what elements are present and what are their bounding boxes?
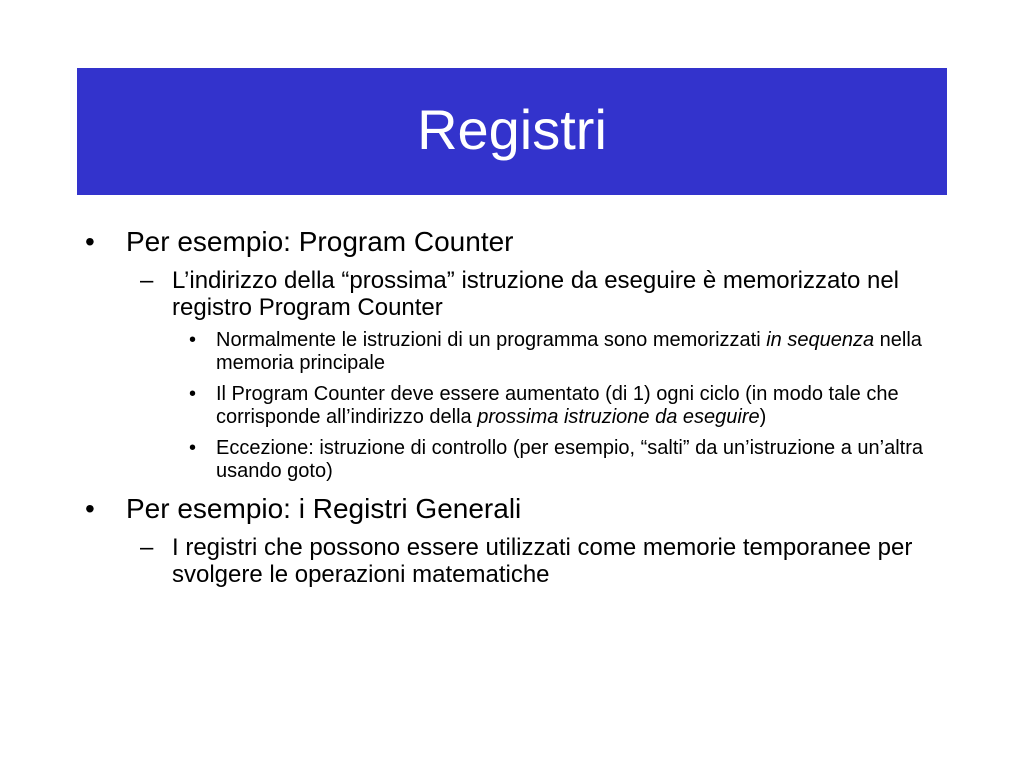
title-bar (77, 68, 947, 195)
bullet-marker: • (189, 437, 197, 459)
bullet-text: Per esempio: Program Counter (126, 226, 514, 257)
bullet-marker: • (189, 383, 197, 405)
dash-marker: – (140, 534, 154, 561)
text-part: Eccezione: istruzione di controllo (per esempio, “salti” da un’istruzione a un’altra usando goto) (216, 437, 924, 482)
bullet-marker: • (85, 493, 95, 524)
text-part: Il Program Counter deve essere aumentato (di 1) ogni ciclo (in modo tale che corrisponde all’indirizzo della (216, 383, 899, 428)
sub-bullet-indirizzo (85, 267, 945, 321)
text-part: nella memoria principale (216, 329, 922, 374)
italic-text: in sequenza (766, 329, 875, 351)
slide-title: Registri (417, 97, 607, 161)
sub-sub-bullet-eccezione (85, 437, 945, 483)
italic-text: prossima istruzione da eseguire (477, 406, 760, 428)
sub-bullet-registri (85, 534, 945, 588)
bullet-marker: • (189, 329, 197, 351)
bullet-marker: • (85, 226, 95, 257)
sub-bullet-text: L’indirizzo della “prossima” istruzione da eseguire è memorizzato nel registro Program Counter (172, 267, 899, 321)
dash-marker: – (140, 267, 154, 294)
sub-sub-bullet-aumentato (85, 383, 945, 429)
text-part: Normalmente le istruzioni di un programma sono memorizzati (216, 329, 767, 351)
bullet-registri-generali (85, 493, 945, 525)
slide-content (85, 226, 945, 588)
sub-sub-bullet-sequenza (85, 329, 945, 375)
text-part: ) (759, 406, 767, 428)
sub-bullet-text: I registri che possono essere utilizzati come memorie temporanee per svolgere le operazioni matematiche (172, 534, 913, 588)
bullet-program-counter (85, 226, 945, 258)
bullet-text: Per esempio: i Registri Generali (126, 493, 522, 524)
